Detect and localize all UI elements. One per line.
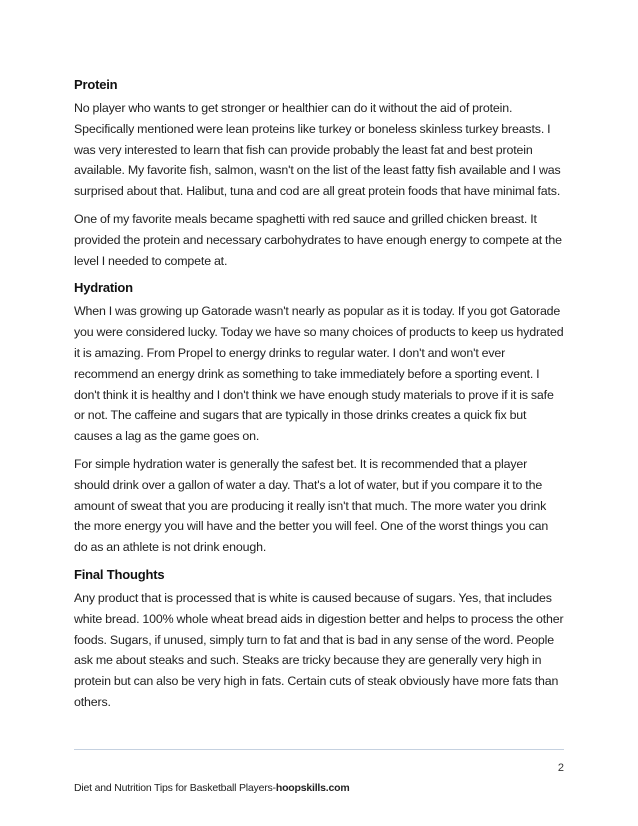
paragraph-protein-2: One of my favorite meals became spaghetti with red sauce and grilled chicken breast. It provided the protein and necessary carbohydrates to have enough energy to compete at the level I needed to compete at.	[74, 211, 562, 268]
paragraph-hydration-1: When I was growing up Gatorade wasn't nearly as popular as it is today. If you got Gatorade you were considered lucky. Today we have so many choices of products to keep us hydrated it is amazing. From Propel to energy drinks to regular water. I don't and won't ever recommend an energy drink as something to take immediately before a sporting event. I don't think it is healthy and I don't think we have enough study materials to prove if it is safe or not. The caffeine and sugars that are typically in those drinks creates a quick fix but causes a lag as the game goes on.	[74, 304, 564, 444]
paragraph-protein-1: No player who wants to get stronger or healthier can do it without the aid of protein. Specifically mentioned were lean proteins like turkey or boneless skinless turkey breasts. I was very interested to learn that fish can provide probably the least fat and best protein available. My favorite fish, salmon, wasn't on the list of the least fatty fish available and I was surprised about that. Halibut, tuna and cod are all great protein foods that have minimal fats.	[74, 101, 561, 199]
document-body	[74, 75, 564, 720]
footer-site: hoopskills.com	[275, 782, 350, 794]
footer-title: Diet and Nutrition Tips for Basketball Players-	[74, 782, 276, 794]
paragraph-hydration-2: For simple hydration water is generally the safest bet. It is recommended that a player should drink over a gallon of water a day. That's a lot of water, but if you compare it to the amount of sweat that you are producing it really isn't that much. The more water you drink the more energy you will have and the better you will feel. One of the worst things you can do as an athlete is not drink enough.	[74, 456, 549, 555]
section-heading-hydration: Hydration	[74, 280, 133, 296]
section-heading-protein: Protein	[74, 77, 118, 92]
page-number: 2	[557, 762, 564, 774]
footer-caption	[74, 782, 350, 794]
section-heading-final-thoughts: Final Thoughts	[74, 566, 165, 582]
footer-divider	[74, 749, 564, 750]
paragraph-final-thoughts-1: Any product that is processed that is white is caused because of sugars. Yes, that includes white bread. 100% whole wheat bread aids in digestion better and helps to process the other foods. Sugars, if unused, simply turn to fat and that is bad in any sense of the word. People ask me about steaks and such. Steaks are tricky because they are generally very high in protein but can also be very high in fats. Certain cuts of steak obviously have more fats than others.	[74, 590, 564, 709]
